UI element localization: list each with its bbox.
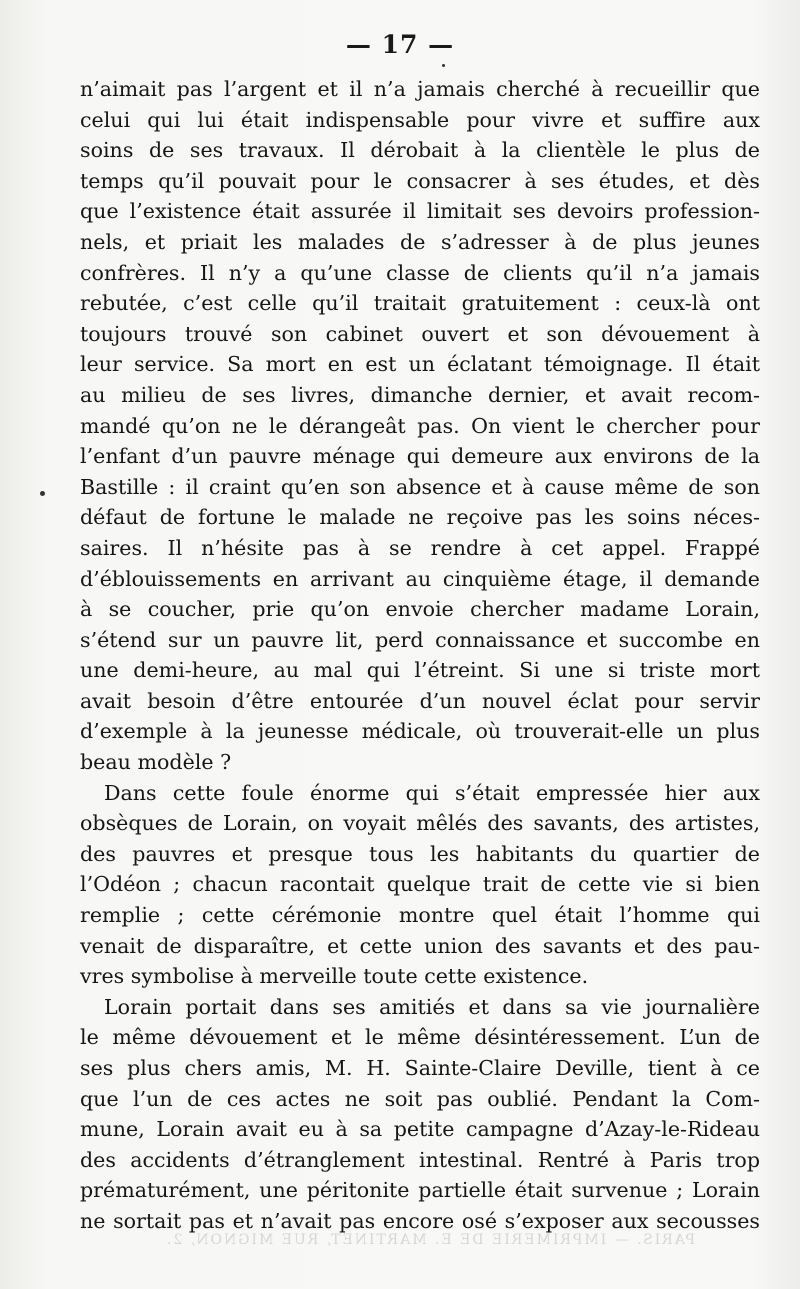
text-line: leur service. Sa mort en est un éclatant témoignage. Il était <box>80 352 760 377</box>
text-line: ses plus chers amis, M. H. Sainte-Claire Deville, tient à ce <box>80 1056 760 1080</box>
text-line: venait de disparaître, et cette union des savants et des pau- <box>80 933 760 958</box>
text-line: Lorain portait dans ses amitiés et dans sa vie journalière <box>104 994 760 1019</box>
text-line: des accidents d’étranglement intestinal. Rentré à Paris trop <box>80 1147 760 1172</box>
body-text <box>80 74 760 1237</box>
text-line: d’éblouissements en arrivant au cinquième étage, il demande <box>80 566 760 591</box>
text-line: défaut de fortune le malade ne reçoive pas les soins néces- <box>80 505 760 530</box>
text-line: beau modèle ? <box>80 750 232 775</box>
text-line: vres symbolise à merveille toute cette existence. <box>80 964 589 989</box>
text-line: l’enfant d’un pauvre ménage qui demeure aux environs de la <box>80 444 760 469</box>
text-line: saires. Il n’hésite pas à se rendre à cet appel. Frappé <box>80 535 760 560</box>
text-line: celui qui lui était indispensable pour vivre et suffire aux <box>80 107 760 132</box>
text-line: d’exemple à la jeunesse médicale, où trouverait-elle un plus <box>80 719 760 744</box>
margin-mark <box>442 64 445 67</box>
text-line: l’Odéon ; chacun racontait quelque trait de cette vie si bien <box>80 872 760 897</box>
text-line: une demi-heure, au mal qui l’étreint. Si une si triste mort <box>80 658 760 683</box>
margin-mark <box>40 491 45 496</box>
text-line: n’aimait pas l’argent et il n’a jamais cherché à recueillir que <box>80 77 760 101</box>
text-line: au milieu de ses livres, dimanche dernier, et avait recom- <box>80 382 760 407</box>
text-line: que l’un de ces actes ne soit pas oublié. Pendant la Com- <box>80 1086 760 1111</box>
text-line: des pauvres et presque tous les habitants du quartier de <box>80 841 760 866</box>
page-number: — 17 — <box>345 30 455 59</box>
text-line: mandé qu’on ne le dérangeât pas. On vient le chercher pour <box>80 413 760 438</box>
text-line: avait besoin d’être entourée d’un nouvel éclat pour servir <box>80 688 760 713</box>
text-line: confrères. Il n’y a qu’une classe de clients qu’il n’a jamais <box>80 260 760 285</box>
text-line: temps qu’il pouvait pour le consacrer à ses études, et dès <box>80 168 760 193</box>
text-line: Dans cette foule énorme qui s’était empressée hier aux <box>104 780 760 805</box>
text-line: ne sortait pas et n’avait pas encore osé s’exposer aux secousses <box>80 1208 760 1233</box>
bleed-through-text: PARIS. — IMPRIMERIE DE E. MARTINET, RUE MIGNON, 2. <box>164 1232 696 1248</box>
text-line: mune, Lorain avait eu à sa petite campagne d’Azay-le-Rideau <box>80 1117 760 1142</box>
text-line: que l’existence était assurée il limitait ses devoirs profession- <box>80 199 760 224</box>
text-line: soins de ses travaux. Il dérobait à la clientèle le plus de <box>80 138 760 163</box>
text-line: à se coucher, prie qu’on envoie chercher madame Lorain, <box>80 597 760 622</box>
text-line: remplie ; cette cérémonie montre quel était l’homme qui <box>80 903 760 928</box>
text-line: le même dévouement et le même désintéressement. L’un de <box>80 1025 760 1050</box>
text-line: Bastille : il craint qu’en son absence et à cause même de son <box>80 474 760 499</box>
text-line: rebutée, c’est celle qu’il traitait gratuitement : ceux-là ont <box>80 291 760 316</box>
text-line: toujours trouvé son cabinet ouvert et son dévouement à <box>80 321 760 346</box>
text-line: nels, et priait les malades de s’adresser à de plus jeunes <box>80 229 760 254</box>
text-line: s’étend sur un pauvre lit, perd connaissance et succombe en <box>80 627 760 652</box>
text-line: prématurément, une péritonite partielle était survenue ; Lorain <box>80 1178 760 1203</box>
text-line: obsèques de Lorain, on voyait mêlés des savants, des artistes, <box>80 811 760 836</box>
